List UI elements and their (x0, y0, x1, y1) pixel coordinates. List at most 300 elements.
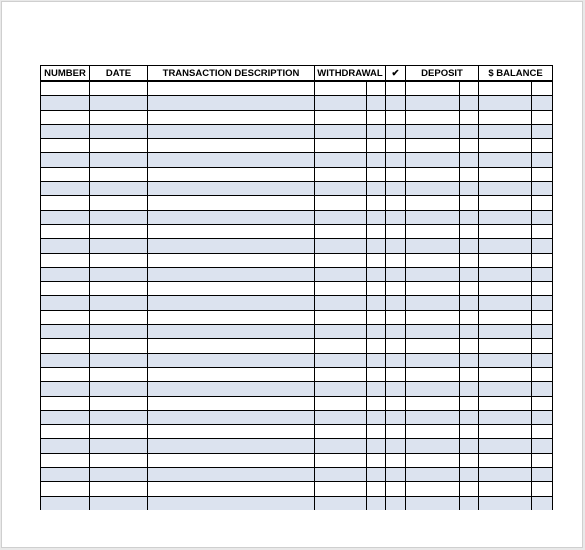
withdrawal-cents-cell (367, 210, 386, 224)
deposit-dollars-cell (406, 224, 460, 238)
deposit-cents-cell (460, 425, 479, 439)
deposit-cents-cell (460, 296, 479, 310)
withdrawal-cents-cell (367, 296, 386, 310)
number-cell (41, 382, 90, 396)
balance-cents-cell (532, 482, 553, 496)
number-cell (41, 367, 90, 381)
table-row (41, 124, 553, 138)
number-cell (41, 468, 90, 482)
check-register-table (40, 65, 553, 510)
balance-cents-cell (532, 81, 553, 96)
balance-dollars-cell (479, 396, 532, 410)
balance-dollars-cell (479, 339, 532, 353)
balance-cents-cell (532, 410, 553, 424)
date-cell (90, 81, 148, 96)
description-cell (148, 81, 315, 96)
description-cell (148, 339, 315, 353)
withdrawal-dollars-cell (315, 496, 367, 510)
check-cell (386, 296, 406, 310)
number-cell (41, 282, 90, 296)
number-cell (41, 239, 90, 253)
number-cell (41, 410, 90, 424)
withdrawal-dollars-cell (315, 410, 367, 424)
balance-dollars-cell (479, 124, 532, 138)
withdrawal-dollars-cell (315, 310, 367, 324)
column-header-number: NUMBER (41, 66, 90, 82)
table-row (41, 325, 553, 339)
deposit-cents-cell (460, 124, 479, 138)
withdrawal-dollars-cell (315, 124, 367, 138)
number-cell (41, 353, 90, 367)
description-cell (148, 310, 315, 324)
table-row (41, 425, 553, 439)
number-cell (41, 425, 90, 439)
deposit-cents-cell (460, 153, 479, 167)
deposit-dollars-cell (406, 167, 460, 181)
balance-dollars-cell (479, 210, 532, 224)
number-cell (41, 439, 90, 453)
description-cell (148, 425, 315, 439)
balance-dollars-cell (479, 253, 532, 267)
date-cell (90, 153, 148, 167)
date-cell (90, 139, 148, 153)
withdrawal-cents-cell (367, 167, 386, 181)
description-cell (148, 167, 315, 181)
deposit-dollars-cell (406, 267, 460, 281)
balance-cents-cell (532, 453, 553, 467)
date-cell (90, 325, 148, 339)
date-cell (90, 239, 148, 253)
withdrawal-dollars-cell (315, 353, 367, 367)
table-row (41, 153, 553, 167)
table-row (41, 81, 553, 96)
check-cell (386, 353, 406, 367)
deposit-dollars-cell (406, 496, 460, 510)
date-cell (90, 210, 148, 224)
withdrawal-dollars-cell (315, 224, 367, 238)
deposit-cents-cell (460, 325, 479, 339)
description-cell (148, 253, 315, 267)
table-row (41, 496, 553, 510)
table-row (41, 396, 553, 410)
number-cell (41, 96, 90, 110)
withdrawal-cents-cell (367, 353, 386, 367)
deposit-dollars-cell (406, 468, 460, 482)
date-cell (90, 396, 148, 410)
balance-cents-cell (532, 339, 553, 353)
withdrawal-dollars-cell (315, 210, 367, 224)
number-cell (41, 310, 90, 324)
balance-dollars-cell (479, 224, 532, 238)
balance-cents-cell (532, 282, 553, 296)
description-cell (148, 468, 315, 482)
check-cell (386, 253, 406, 267)
withdrawal-dollars-cell (315, 453, 367, 467)
withdrawal-cents-cell (367, 496, 386, 510)
deposit-cents-cell (460, 282, 479, 296)
deposit-cents-cell (460, 239, 479, 253)
date-cell (90, 439, 148, 453)
balance-dollars-cell (479, 482, 532, 496)
withdrawal-cents-cell (367, 139, 386, 153)
table-row (41, 239, 553, 253)
description-cell (148, 124, 315, 138)
date-cell (90, 425, 148, 439)
balance-cents-cell (532, 196, 553, 210)
balance-dollars-cell (479, 196, 532, 210)
withdrawal-cents-cell (367, 81, 386, 96)
check-cell (386, 310, 406, 324)
balance-cents-cell (532, 267, 553, 281)
table-row (41, 367, 553, 381)
balance-cents-cell (532, 382, 553, 396)
deposit-dollars-cell (406, 210, 460, 224)
date-cell (90, 482, 148, 496)
check-cell (386, 367, 406, 381)
deposit-cents-cell (460, 453, 479, 467)
check-cell (386, 468, 406, 482)
balance-dollars-cell (479, 496, 532, 510)
register-page (1, 1, 583, 548)
description-cell (148, 96, 315, 110)
number-cell (41, 182, 90, 196)
description-cell (148, 282, 315, 296)
withdrawal-dollars-cell (315, 439, 367, 453)
balance-dollars-cell (479, 167, 532, 181)
description-cell (148, 153, 315, 167)
table-row (41, 453, 553, 467)
table-row (41, 282, 553, 296)
deposit-cents-cell (460, 410, 479, 424)
balance-dollars-cell (479, 310, 532, 324)
description-cell (148, 110, 315, 124)
check-cell (386, 425, 406, 439)
deposit-cents-cell (460, 167, 479, 181)
deposit-cents-cell (460, 81, 479, 96)
date-cell (90, 339, 148, 353)
description-cell (148, 210, 315, 224)
date-cell (90, 353, 148, 367)
balance-dollars-cell (479, 453, 532, 467)
balance-dollars-cell (479, 439, 532, 453)
deposit-cents-cell (460, 139, 479, 153)
check-cell (386, 224, 406, 238)
balance-cents-cell (532, 325, 553, 339)
balance-cents-cell (532, 367, 553, 381)
withdrawal-dollars-cell (315, 267, 367, 281)
deposit-cents-cell (460, 482, 479, 496)
withdrawal-dollars-cell (315, 96, 367, 110)
description-cell (148, 325, 315, 339)
withdrawal-cents-cell (367, 182, 386, 196)
deposit-dollars-cell (406, 439, 460, 453)
table-row (41, 210, 553, 224)
description-cell (148, 496, 315, 510)
date-cell (90, 224, 148, 238)
number-cell (41, 210, 90, 224)
register-header-row (41, 66, 553, 82)
date-cell (90, 453, 148, 467)
date-cell (90, 196, 148, 210)
check-cell (386, 410, 406, 424)
withdrawal-dollars-cell (315, 382, 367, 396)
description-cell (148, 239, 315, 253)
check-cell (386, 382, 406, 396)
withdrawal-cents-cell (367, 239, 386, 253)
date-cell (90, 282, 148, 296)
withdrawal-dollars-cell (315, 81, 367, 96)
deposit-cents-cell (460, 382, 479, 396)
description-cell (148, 196, 315, 210)
deposit-dollars-cell (406, 382, 460, 396)
withdrawal-dollars-cell (315, 425, 367, 439)
number-cell (41, 339, 90, 353)
balance-dollars-cell (479, 153, 532, 167)
check-cell (386, 210, 406, 224)
column-header-deposit: DEPOSIT (406, 66, 479, 82)
description-cell (148, 410, 315, 424)
check-cell (386, 96, 406, 110)
balance-dollars-cell (479, 96, 532, 110)
balance-cents-cell (532, 224, 553, 238)
date-cell (90, 468, 148, 482)
balance-cents-cell (532, 396, 553, 410)
withdrawal-dollars-cell (315, 339, 367, 353)
balance-dollars-cell (479, 267, 532, 281)
table-row (41, 253, 553, 267)
balance-dollars-cell (479, 110, 532, 124)
withdrawal-cents-cell (367, 110, 386, 124)
number-cell (41, 124, 90, 138)
check-cell (386, 482, 406, 496)
withdrawal-cents-cell (367, 410, 386, 424)
check-cell (386, 196, 406, 210)
check-cell (386, 396, 406, 410)
deposit-dollars-cell (406, 296, 460, 310)
column-header-date: DATE (90, 66, 148, 82)
deposit-dollars-cell (406, 239, 460, 253)
table-row (41, 410, 553, 424)
balance-dollars-cell (479, 468, 532, 482)
balance-cents-cell (532, 310, 553, 324)
description-cell (148, 367, 315, 381)
withdrawal-cents-cell (367, 425, 386, 439)
table-row (41, 296, 553, 310)
check-cell (386, 325, 406, 339)
balance-cents-cell (532, 182, 553, 196)
check-cell (386, 439, 406, 453)
table-row (41, 182, 553, 196)
table-row (41, 439, 553, 453)
description-cell (148, 224, 315, 238)
deposit-cents-cell (460, 224, 479, 238)
deposit-dollars-cell (406, 339, 460, 353)
balance-dollars-cell (479, 239, 532, 253)
date-cell (90, 367, 148, 381)
balance-cents-cell (532, 239, 553, 253)
table-row (41, 139, 553, 153)
balance-dollars-cell (479, 325, 532, 339)
balance-cents-cell (532, 425, 553, 439)
withdrawal-dollars-cell (315, 110, 367, 124)
withdrawal-cents-cell (367, 325, 386, 339)
deposit-cents-cell (460, 267, 479, 281)
balance-cents-cell (532, 439, 553, 453)
description-cell (148, 453, 315, 467)
check-cell (386, 167, 406, 181)
withdrawal-cents-cell (367, 468, 386, 482)
withdrawal-cents-cell (367, 267, 386, 281)
balance-cents-cell (532, 210, 553, 224)
description-cell (148, 182, 315, 196)
withdrawal-dollars-cell (315, 325, 367, 339)
balance-dollars-cell (479, 81, 532, 96)
deposit-dollars-cell (406, 310, 460, 324)
description-cell (148, 382, 315, 396)
balance-cents-cell (532, 253, 553, 267)
number-cell (41, 267, 90, 281)
number-cell (41, 224, 90, 238)
deposit-dollars-cell (406, 325, 460, 339)
date-cell (90, 110, 148, 124)
deposit-dollars-cell (406, 153, 460, 167)
table-row (41, 353, 553, 367)
balance-cents-cell (532, 296, 553, 310)
check-cell (386, 182, 406, 196)
deposit-dollars-cell (406, 282, 460, 296)
deposit-dollars-cell (406, 482, 460, 496)
balance-cents-cell (532, 96, 553, 110)
withdrawal-cents-cell (367, 367, 386, 381)
table-row (41, 110, 553, 124)
balance-cents-cell (532, 496, 553, 510)
withdrawal-dollars-cell (315, 196, 367, 210)
withdrawal-dollars-cell (315, 182, 367, 196)
balance-dollars-cell (479, 282, 532, 296)
balance-dollars-cell (479, 425, 532, 439)
balance-dollars-cell (479, 410, 532, 424)
description-cell (148, 439, 315, 453)
table-row (41, 310, 553, 324)
column-header-description: TRANSACTION DESCRIPTION (148, 66, 315, 82)
description-cell (148, 139, 315, 153)
withdrawal-dollars-cell (315, 282, 367, 296)
balance-dollars-cell (479, 139, 532, 153)
balance-dollars-cell (479, 367, 532, 381)
date-cell (90, 167, 148, 181)
withdrawal-dollars-cell (315, 482, 367, 496)
table-row (41, 196, 553, 210)
number-cell (41, 253, 90, 267)
check-cell (386, 81, 406, 96)
withdrawal-dollars-cell (315, 139, 367, 153)
date-cell (90, 96, 148, 110)
deposit-cents-cell (460, 110, 479, 124)
balance-cents-cell (532, 124, 553, 138)
withdrawal-dollars-cell (315, 367, 367, 381)
table-row (41, 482, 553, 496)
deposit-dollars-cell (406, 396, 460, 410)
withdrawal-cents-cell (367, 196, 386, 210)
number-cell (41, 482, 90, 496)
balance-cents-cell (532, 110, 553, 124)
withdrawal-cents-cell (367, 453, 386, 467)
withdrawal-dollars-cell (315, 153, 367, 167)
table-row (41, 339, 553, 353)
deposit-dollars-cell (406, 196, 460, 210)
table-row (41, 468, 553, 482)
deposit-cents-cell (460, 468, 479, 482)
register-body (41, 81, 553, 510)
balance-cents-cell (532, 153, 553, 167)
table-row (41, 267, 553, 281)
withdrawal-cents-cell (367, 382, 386, 396)
withdrawal-dollars-cell (315, 239, 367, 253)
balance-dollars-cell (479, 382, 532, 396)
deposit-cents-cell (460, 339, 479, 353)
deposit-dollars-cell (406, 425, 460, 439)
balance-cents-cell (532, 353, 553, 367)
date-cell (90, 124, 148, 138)
date-cell (90, 296, 148, 310)
balance-cents-cell (532, 468, 553, 482)
balance-cents-cell (532, 139, 553, 153)
description-cell (148, 296, 315, 310)
balance-cents-cell (532, 167, 553, 181)
number-cell (41, 153, 90, 167)
number-cell (41, 396, 90, 410)
number-cell (41, 296, 90, 310)
description-cell (148, 267, 315, 281)
withdrawal-cents-cell (367, 96, 386, 110)
number-cell (41, 196, 90, 210)
number-cell (41, 496, 90, 510)
table-row (41, 96, 553, 110)
withdrawal-cents-cell (367, 482, 386, 496)
deposit-cents-cell (460, 496, 479, 510)
withdrawal-cents-cell (367, 282, 386, 296)
description-cell (148, 353, 315, 367)
deposit-dollars-cell (406, 96, 460, 110)
number-cell (41, 325, 90, 339)
number-cell (41, 167, 90, 181)
check-cell (386, 282, 406, 296)
number-cell (41, 110, 90, 124)
balance-dollars-cell (479, 182, 532, 196)
deposit-cents-cell (460, 182, 479, 196)
withdrawal-cents-cell (367, 439, 386, 453)
table-row (41, 382, 553, 396)
number-cell (41, 81, 90, 96)
number-cell (41, 453, 90, 467)
withdrawal-dollars-cell (315, 167, 367, 181)
check-cell (386, 267, 406, 281)
date-cell (90, 182, 148, 196)
deposit-cents-cell (460, 210, 479, 224)
deposit-dollars-cell (406, 182, 460, 196)
table-row (41, 224, 553, 238)
number-cell (41, 139, 90, 153)
column-header-balance: $ BALANCE (479, 66, 553, 82)
check-cell (386, 124, 406, 138)
withdrawal-dollars-cell (315, 296, 367, 310)
check-cell (386, 139, 406, 153)
deposit-dollars-cell (406, 253, 460, 267)
deposit-dollars-cell (406, 139, 460, 153)
withdrawal-cents-cell (367, 339, 386, 353)
withdrawal-cents-cell (367, 153, 386, 167)
check-cell (386, 496, 406, 510)
